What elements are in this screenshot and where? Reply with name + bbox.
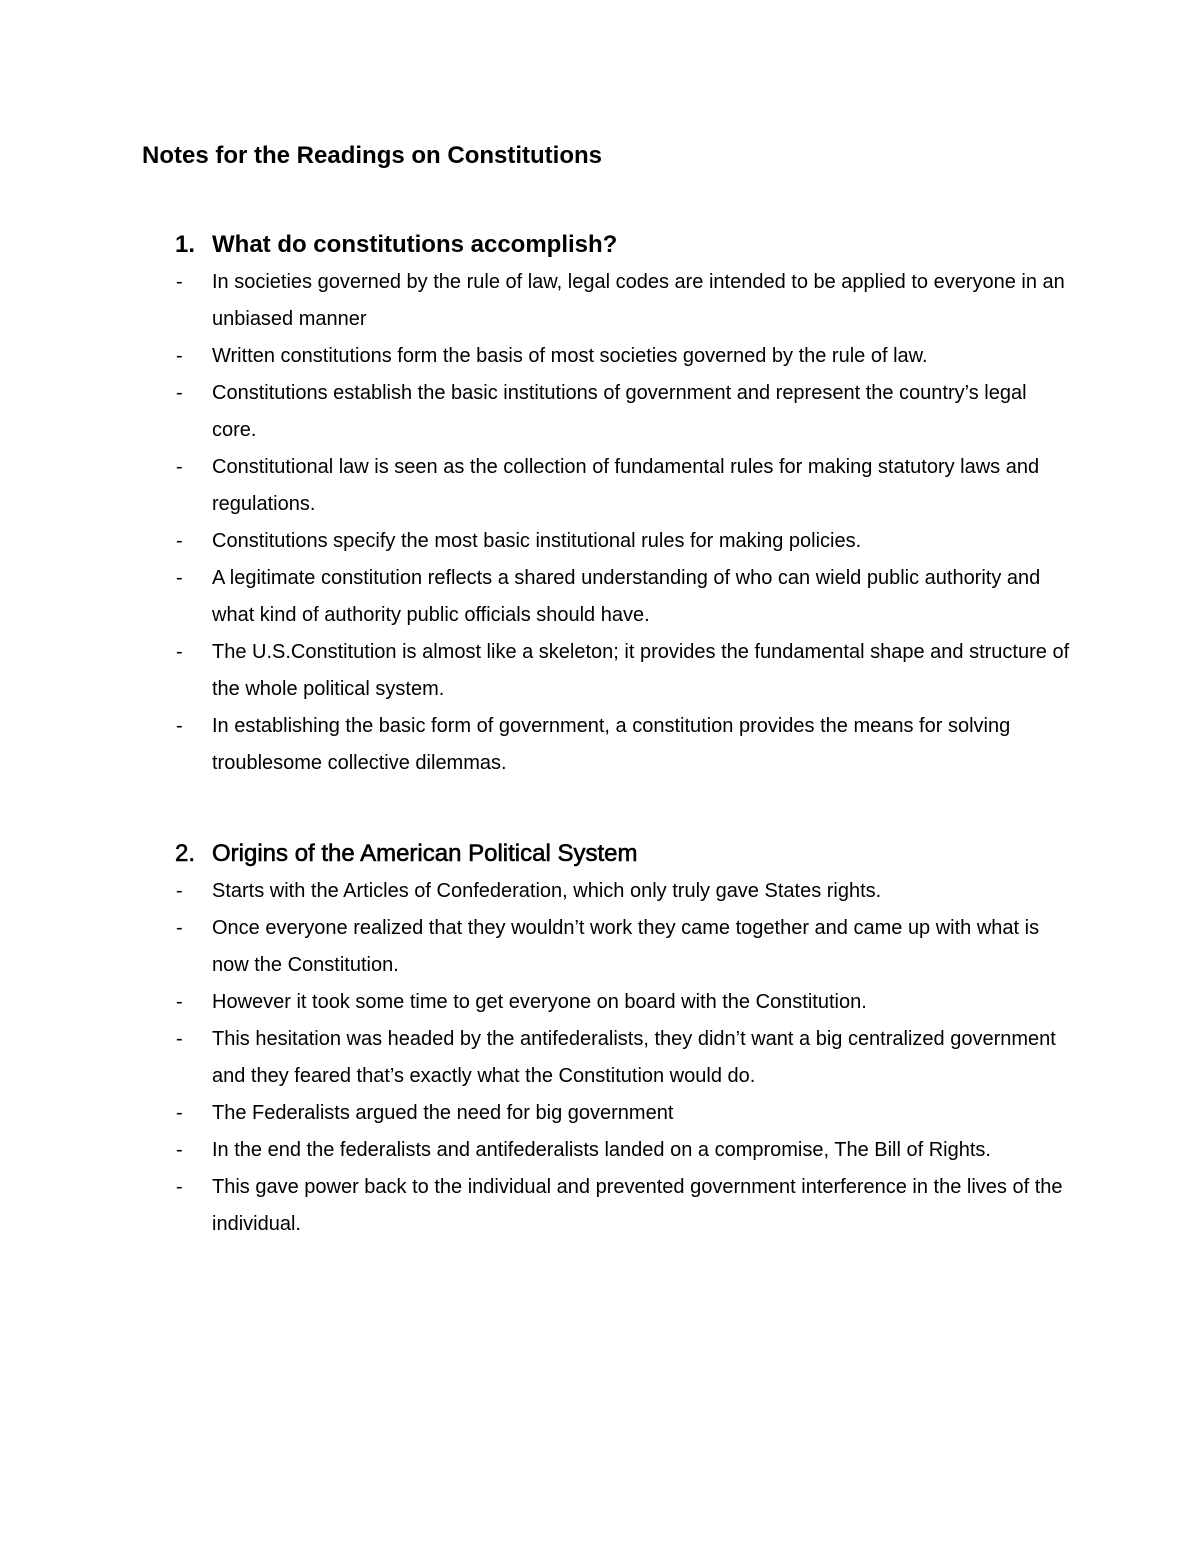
section-number: 1.	[175, 231, 196, 258]
section-constitutions-accomplish	[0, 226, 1200, 782]
bullet-marker: -	[176, 991, 183, 1013]
bullet-marker: -	[176, 1102, 183, 1124]
bullet-marker: -	[176, 382, 183, 404]
list-item	[0, 1169, 1200, 1243]
bullet-marker: -	[176, 641, 183, 663]
list-item-text: In the end the federalists and antifederalists landed on a compromise, The Bill of Rights.	[212, 1139, 991, 1161]
list-item	[0, 523, 1200, 560]
list-item	[0, 1132, 1200, 1169]
list-item	[0, 375, 1200, 449]
list-item-text: The Federalists argued the need for big government	[212, 1102, 674, 1124]
section-heading	[0, 226, 1200, 264]
list-item-text: This hesitation was headed by the antifederalists, they didn’t want a big centralized government and they feared that’s exactly what the Constitution would do.	[212, 1028, 1056, 1087]
list-item-text: Constitutional law is seen as the collection of fundamental rules for making statutory laws and regulations.	[212, 456, 1040, 515]
list-item-text: In establishing the basic form of government, a constitution provides the means for solving troublesome collective dilemmas.	[212, 715, 1011, 774]
bullet-list	[0, 873, 1200, 1243]
list-item-text: In societies governed by the rule of law, legal codes are intended to be applied to everyone in an unbiased manner	[212, 271, 1065, 330]
list-item-text: However it took some time to get everyone on board with the Constitution.	[212, 991, 867, 1013]
list-item	[0, 560, 1200, 634]
list-item	[0, 910, 1200, 984]
list-item	[0, 708, 1200, 782]
list-item-text: Constitutions specify the most basic institutional rules for making policies.	[212, 530, 862, 552]
bullet-marker: -	[176, 1176, 183, 1198]
bullet-marker: -	[176, 530, 183, 552]
list-item-text: Once everyone realized that they wouldn’t work they came together and came up with what is now the Constitution.	[212, 917, 1040, 976]
bullet-marker: -	[176, 1139, 183, 1161]
list-item	[0, 264, 1200, 338]
section-number: 2.	[175, 840, 196, 867]
bullet-marker: -	[176, 880, 183, 902]
bullet-marker: -	[176, 271, 183, 293]
list-item-text: The U.S.Constitution is almost like a skeleton; it provides the fundamental shape and structure of the whole political system.	[212, 641, 1070, 700]
section-origins-american-political-system	[0, 835, 1200, 1243]
bullet-marker: -	[176, 456, 183, 478]
list-item	[0, 338, 1200, 375]
bullet-marker: -	[176, 1028, 183, 1050]
list-item-text: Constitutions establish the basic institutions of government and represent the country’s legal core.	[212, 382, 1027, 441]
list-item	[0, 1021, 1200, 1095]
bullet-marker: -	[176, 345, 183, 367]
section-heading	[0, 835, 1200, 873]
list-item	[0, 449, 1200, 523]
section-title: Origins of the American Political System	[212, 840, 638, 867]
list-item-text: A legitimate constitution reflects a shared understanding of who can wield public authority and what kind of authority public officials should have.	[212, 567, 1041, 626]
document-title: Notes for the Readings on Constitutions	[142, 142, 602, 169]
bullet-marker: -	[176, 715, 183, 737]
list-item-text: This gave power back to the individual and prevented government interference in the lives of the individual.	[212, 1176, 1063, 1235]
bullet-list	[0, 264, 1200, 782]
list-item	[0, 1095, 1200, 1132]
section-title: What do constitutions accomplish?	[212, 231, 618, 258]
list-item	[0, 634, 1200, 708]
list-item-text: Starts with the Articles of Confederation, which only truly gave States rights.	[212, 880, 882, 902]
bullet-marker: -	[176, 917, 183, 939]
list-item-text: Written constitutions form the basis of most societies governed by the rule of law.	[212, 345, 928, 367]
bullet-marker: -	[176, 567, 183, 589]
list-item	[0, 984, 1200, 1021]
list-item	[0, 873, 1200, 910]
